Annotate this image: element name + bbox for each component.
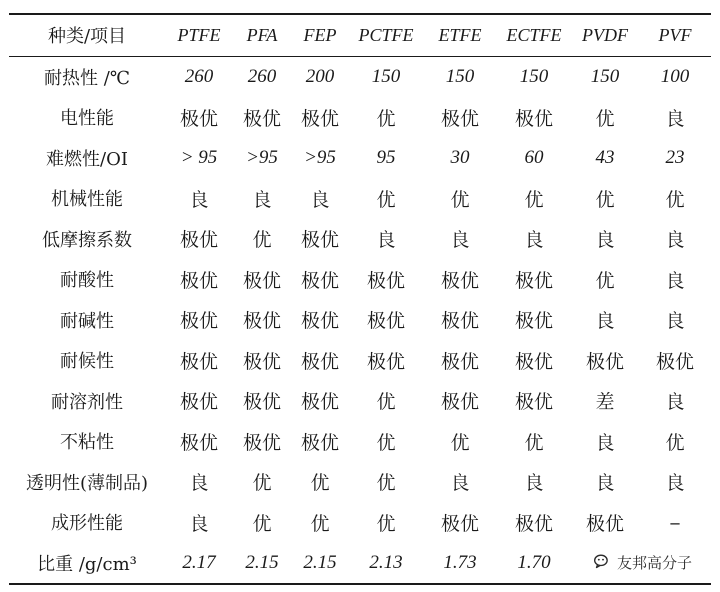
header-material-pctfe: PCTFE	[358, 24, 414, 45]
table-cell: 极优	[300, 350, 339, 373]
table-cell: 良	[189, 512, 209, 535]
table-cell: 极优	[179, 431, 218, 454]
table-row	[9, 300, 711, 341]
table-cell: 差	[595, 391, 615, 414]
table-cell: 极优	[300, 229, 339, 252]
table-cell: 极优	[300, 431, 339, 454]
table-cell: 极优	[242, 269, 281, 292]
table-cell: 极优	[366, 310, 405, 333]
table-cell: 极优	[514, 310, 553, 333]
table-cell: 良	[524, 229, 544, 252]
row-label: 机械性能	[51, 189, 123, 211]
row-label: 耐热性 /℃	[44, 67, 130, 89]
table-row	[9, 462, 711, 503]
row-label: 耐碱性	[60, 310, 114, 332]
table-cell: 23	[665, 146, 685, 168]
table-cell: 极优	[300, 107, 339, 130]
row-label: 比重 /g/cm³	[37, 553, 137, 575]
table-row	[9, 502, 711, 543]
table-cell: 良	[595, 431, 615, 454]
header-material-pvdf: PVDF	[582, 24, 628, 45]
table-cell: 极优	[179, 107, 218, 130]
table-cell: 95	[376, 146, 396, 168]
table-cell: 良	[450, 229, 470, 252]
table-cell: 优	[450, 188, 470, 211]
table-row	[9, 178, 711, 219]
header-material-ptfe: PTFE	[177, 24, 221, 45]
table-cell: 极优	[242, 310, 281, 333]
table-cell: >95	[246, 146, 278, 168]
table-cell: 150	[371, 65, 401, 87]
table-row	[9, 97, 711, 138]
table-cell: 良	[595, 229, 615, 252]
table-cell: 良	[595, 310, 615, 333]
table-cell: 优	[376, 391, 396, 414]
table-cell: 良	[450, 472, 470, 495]
table-cell: –	[670, 511, 680, 532]
table-cell: 极优	[514, 512, 553, 535]
header-material-fep: FEP	[303, 24, 337, 45]
table-cell: 极优	[440, 310, 479, 333]
table-row	[9, 56, 711, 97]
table-cell: 极优	[655, 350, 694, 373]
table-cell: 1.73	[443, 551, 477, 573]
table-cell: 良	[665, 310, 685, 333]
table-row	[9, 259, 711, 300]
table-cell: 极优	[179, 350, 218, 373]
table-cell: 极优	[440, 350, 479, 373]
table-row	[9, 421, 711, 462]
table-cell: 极优	[179, 269, 218, 292]
header-material-pvf: PVF	[658, 24, 692, 45]
table-cell: 良	[665, 107, 685, 130]
header-material-etfe: ETFE	[438, 24, 482, 45]
table-cell: 极优	[242, 431, 281, 454]
header-material-pfa: PFA	[246, 24, 278, 45]
table-cell: 极优	[514, 391, 553, 414]
table-cell: 优	[524, 188, 544, 211]
table-cell: 优	[524, 431, 544, 454]
table-cell: 150	[445, 65, 475, 87]
table-cell: 100	[660, 65, 690, 87]
table-cell: 1.70	[517, 551, 551, 573]
table-cell: 2.13	[369, 551, 403, 573]
table-cell: 良	[665, 269, 685, 292]
table-cell: 良	[376, 229, 396, 252]
table-cell: >95	[304, 146, 336, 168]
table-cell: 优	[252, 512, 272, 535]
table-cell: 优	[310, 512, 330, 535]
table-cell: 优	[376, 431, 396, 454]
table-cell: 优	[595, 107, 615, 130]
table-cell: 极优	[179, 310, 218, 333]
table-cell: 极优	[300, 310, 339, 333]
table-cell: 优	[310, 472, 330, 495]
table-row	[9, 219, 711, 260]
table-cell: 200	[305, 65, 335, 87]
table-cell: 极优	[585, 350, 624, 373]
table-cell: > 95	[180, 146, 218, 168]
row-label: 低摩擦系数	[42, 229, 132, 251]
table-cell: 极优	[300, 269, 339, 292]
table-cell: 极优	[300, 391, 339, 414]
table-cell: 良	[524, 472, 544, 495]
table-cell: 150	[519, 65, 549, 87]
table-header-row	[9, 14, 711, 56]
table-cell: 优	[376, 512, 396, 535]
row-label: 成形性能	[51, 513, 123, 535]
row-label: 耐溶剂性	[51, 391, 123, 413]
header-label-cell: 种类/项目	[47, 26, 127, 48]
table-cell: 极优	[366, 269, 405, 292]
table-cell: 优	[595, 188, 615, 211]
table-cell: 优	[665, 431, 685, 454]
table-cell: 260	[247, 65, 277, 87]
table-cell: 极优	[179, 391, 218, 414]
row-label: 难燃性/OI	[46, 148, 128, 170]
table-cell: 优	[450, 431, 470, 454]
table-cell: 极优	[242, 107, 281, 130]
table-cell: 260	[184, 65, 214, 87]
table-cell: 2.17	[182, 551, 216, 573]
watermark	[593, 549, 692, 575]
table-cell: 极优	[242, 350, 281, 373]
row-label: 耐酸性	[60, 270, 114, 292]
table-row	[9, 381, 711, 422]
table-cell: 极优	[514, 350, 553, 373]
table-body	[9, 56, 711, 584]
table-cell: 良	[189, 188, 209, 211]
table-cell: 极优	[585, 512, 624, 535]
table-cell: 极优	[440, 107, 479, 130]
table-cell: 优	[252, 472, 272, 495]
fluoropolymer-property-table-wrap	[9, 13, 711, 585]
table-cell: 极优	[179, 229, 218, 252]
table-cell: 极优	[366, 350, 405, 373]
table-cell: 极优	[242, 391, 281, 414]
table-cell: 良	[252, 188, 272, 211]
table-cell: 极优	[440, 512, 479, 535]
table-cell: 优	[252, 229, 272, 252]
table-cell: 2.15	[303, 551, 337, 573]
table-cell: 极优	[514, 107, 553, 130]
row-label: 透明性(薄制品)	[25, 472, 149, 494]
table-cell: 2.15	[245, 551, 279, 573]
table-cell: 良	[310, 188, 330, 211]
table-cell: 优	[665, 188, 685, 211]
table-cell: 43	[595, 146, 615, 168]
table-cell: 良	[595, 472, 615, 495]
table-cell: 150	[590, 65, 620, 87]
fluoropolymer-property-table	[9, 13, 711, 585]
table-cell: 优	[376, 107, 396, 130]
table-cell: 60	[524, 146, 544, 168]
table-cell: 极优	[514, 269, 553, 292]
watermark-text: 友邦高分子	[617, 553, 693, 572]
table-cell: 良	[665, 472, 685, 495]
table-cell: 良	[665, 391, 685, 414]
header-material-ectfe: ECTFE	[506, 24, 562, 45]
row-label: 耐候性	[60, 351, 114, 373]
table-cell: 良	[189, 472, 209, 495]
row-label: 电性能	[60, 108, 114, 130]
table-cell: 30	[450, 146, 470, 168]
row-label: 不粘性	[60, 432, 114, 454]
table-row	[9, 138, 711, 179]
table-cell: 良	[665, 229, 685, 252]
table-cell: 极优	[440, 391, 479, 414]
wechat-logo-icon	[593, 552, 613, 572]
table-cell: 极优	[440, 269, 479, 292]
table-row	[9, 340, 711, 381]
table-cell: 优	[376, 472, 396, 495]
table-cell: 优	[376, 188, 396, 211]
table-cell: 优	[595, 269, 615, 292]
